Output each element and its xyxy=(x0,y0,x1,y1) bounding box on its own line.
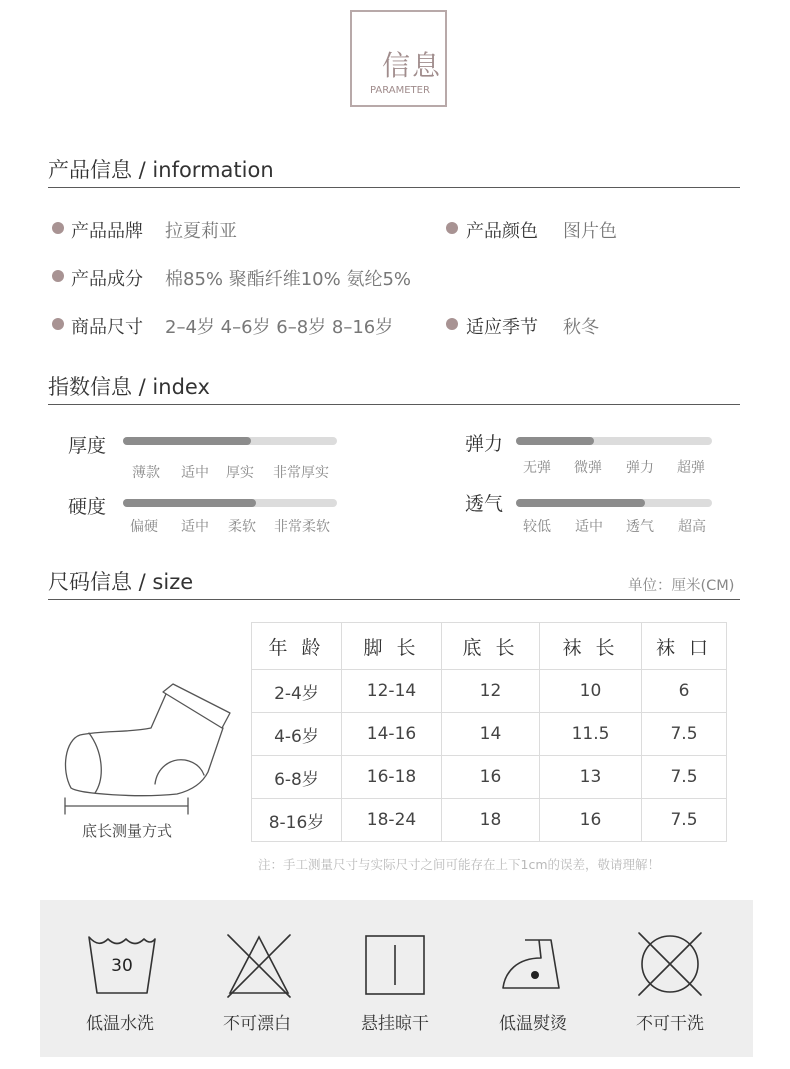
table-header-row xyxy=(252,623,727,670)
table-header-cell: 袜 长 xyxy=(540,623,642,670)
table-header-cell: 脚 长 xyxy=(342,623,442,670)
wash-temperature-label: 30 xyxy=(111,956,133,976)
brand-label: 产品品牌 xyxy=(71,221,143,242)
hardness-bar xyxy=(123,499,337,507)
table-cell: 7.5 xyxy=(642,799,727,842)
color-label: 产品颜色 xyxy=(466,221,538,242)
low-iron-icon xyxy=(499,934,567,994)
table-header-cell: 底 长 xyxy=(442,623,540,670)
table-cell: 7.5 xyxy=(642,756,727,799)
size-heading: 尺码信息 / size xyxy=(48,570,194,594)
breathability-label: 透气 xyxy=(465,493,504,515)
information-heading: 产品信息 / information xyxy=(48,158,274,182)
hardness-scale-2: 柔软 xyxy=(228,519,256,535)
table-cell: 14-16 xyxy=(342,713,442,756)
table-header-cell: 年 龄 xyxy=(252,623,342,670)
composition-value: 棉85% 聚酯纤维10% 氨纶5% xyxy=(165,269,412,290)
thickness-scale-1: 适中 xyxy=(181,465,209,481)
table-cell: 16 xyxy=(442,756,540,799)
index-divider xyxy=(48,404,740,405)
bullet-icon xyxy=(52,318,64,330)
thickness-bar-fill xyxy=(123,437,251,445)
sock-toe-curve xyxy=(89,733,101,793)
wash-30-icon xyxy=(86,933,158,999)
size-table xyxy=(251,622,727,842)
table-cell: 14 xyxy=(442,713,540,756)
table-cell: 7.5 xyxy=(642,713,727,756)
sock-cuff xyxy=(163,684,230,728)
thickness-scale-3: 非常厚实 xyxy=(273,465,329,481)
breathability-scale-1: 适中 xyxy=(575,519,603,535)
breathability-scale-0: 较低 xyxy=(523,519,551,535)
care-label-wash: 低温水洗 xyxy=(86,1014,154,1034)
sock-diagram xyxy=(55,680,240,825)
elasticity-scale-0: 无弹 xyxy=(523,460,551,476)
table-cell: 11.5 xyxy=(540,713,642,756)
hardness-bar-fill xyxy=(123,499,256,507)
table-row xyxy=(252,756,727,799)
bullet-icon xyxy=(446,222,458,234)
breathability-scale-2: 透气 xyxy=(626,519,654,535)
hardness-scale-3: 非常柔软 xyxy=(274,519,330,535)
table-cell: 18-24 xyxy=(342,799,442,842)
table-cell: 12 xyxy=(442,670,540,713)
thickness-bar xyxy=(123,437,337,445)
table-cell: 16-18 xyxy=(342,756,442,799)
hardness-scale-1: 适中 xyxy=(181,519,209,535)
thickness-scale-0: 薄款 xyxy=(132,465,160,481)
table-cell: 13 xyxy=(540,756,642,799)
table-row xyxy=(252,670,727,713)
care-label-no-bleach: 不可漂白 xyxy=(223,1014,291,1034)
measurement-note: 注：手工测量尺寸与实际尺寸之间可能存在上下1cm的误差，敬请理解！ xyxy=(258,857,661,872)
sock-outline xyxy=(65,694,223,796)
color-value: 图片色 xyxy=(563,221,617,242)
elasticity-scale-1: 微弹 xyxy=(574,460,602,476)
size-label: 商品尺寸 xyxy=(71,317,143,338)
breathability-scale-3: 超高 xyxy=(678,519,706,535)
diagram-caption: 底长测量方式 xyxy=(82,822,173,840)
table-row xyxy=(252,799,727,842)
elasticity-label: 弹力 xyxy=(465,433,504,455)
table-cell: 12-14 xyxy=(342,670,442,713)
care-label-low-iron: 低温熨烫 xyxy=(499,1014,567,1034)
season-value: 秋冬 xyxy=(563,317,599,338)
no-bleach-icon xyxy=(224,931,294,999)
unit-note: 单位：厘米(CM) xyxy=(628,578,735,594)
elasticity-bar-fill xyxy=(516,437,594,445)
sock-heel-curve xyxy=(155,760,204,784)
elasticity-scale-3: 超弹 xyxy=(677,460,705,476)
bullet-icon xyxy=(446,318,458,330)
elasticity-bar xyxy=(516,437,712,445)
elasticity-scale-2: 弹力 xyxy=(626,460,654,476)
information-divider xyxy=(48,187,740,188)
no-dry-clean-icon xyxy=(635,929,705,999)
index-heading: 指数信息 / index xyxy=(48,375,210,399)
breathability-bar-fill xyxy=(516,499,645,507)
bullet-icon xyxy=(52,270,64,282)
table-cell: 6 xyxy=(642,670,727,713)
header-subtitle: PARAMETER xyxy=(370,85,430,96)
brand-value: 拉夏莉亚 xyxy=(165,221,237,242)
composition-label: 产品成分 xyxy=(71,269,143,290)
table-cell: 16 xyxy=(540,799,642,842)
table-cell: 8-16岁 xyxy=(252,799,342,842)
breathability-bar xyxy=(516,499,712,507)
size-value: 2–4岁 4–6岁 6–8岁 8–16岁 xyxy=(165,317,394,338)
bullet-icon xyxy=(52,222,64,234)
hang-dry-icon xyxy=(363,933,427,997)
thickness-label: 厚度 xyxy=(68,435,107,457)
header-title: 信息 xyxy=(382,49,443,82)
care-label-hang-dry: 悬挂晾干 xyxy=(361,1014,429,1034)
care-label-no-dry-clean: 不可干洗 xyxy=(636,1014,704,1034)
table-row xyxy=(252,713,727,756)
table-cell: 2-4岁 xyxy=(252,670,342,713)
table-cell: 6-8岁 xyxy=(252,756,342,799)
thickness-scale-2: 厚实 xyxy=(226,465,254,481)
table-cell: 10 xyxy=(540,670,642,713)
size-divider xyxy=(48,599,740,600)
table-header-cell: 袜 口 xyxy=(642,623,727,670)
hardness-scale-0: 偏硬 xyxy=(130,519,158,535)
hardness-label: 硬度 xyxy=(68,496,107,518)
season-label: 适应季节 xyxy=(466,317,538,338)
table-cell: 4-6岁 xyxy=(252,713,342,756)
table-cell: 18 xyxy=(442,799,540,842)
